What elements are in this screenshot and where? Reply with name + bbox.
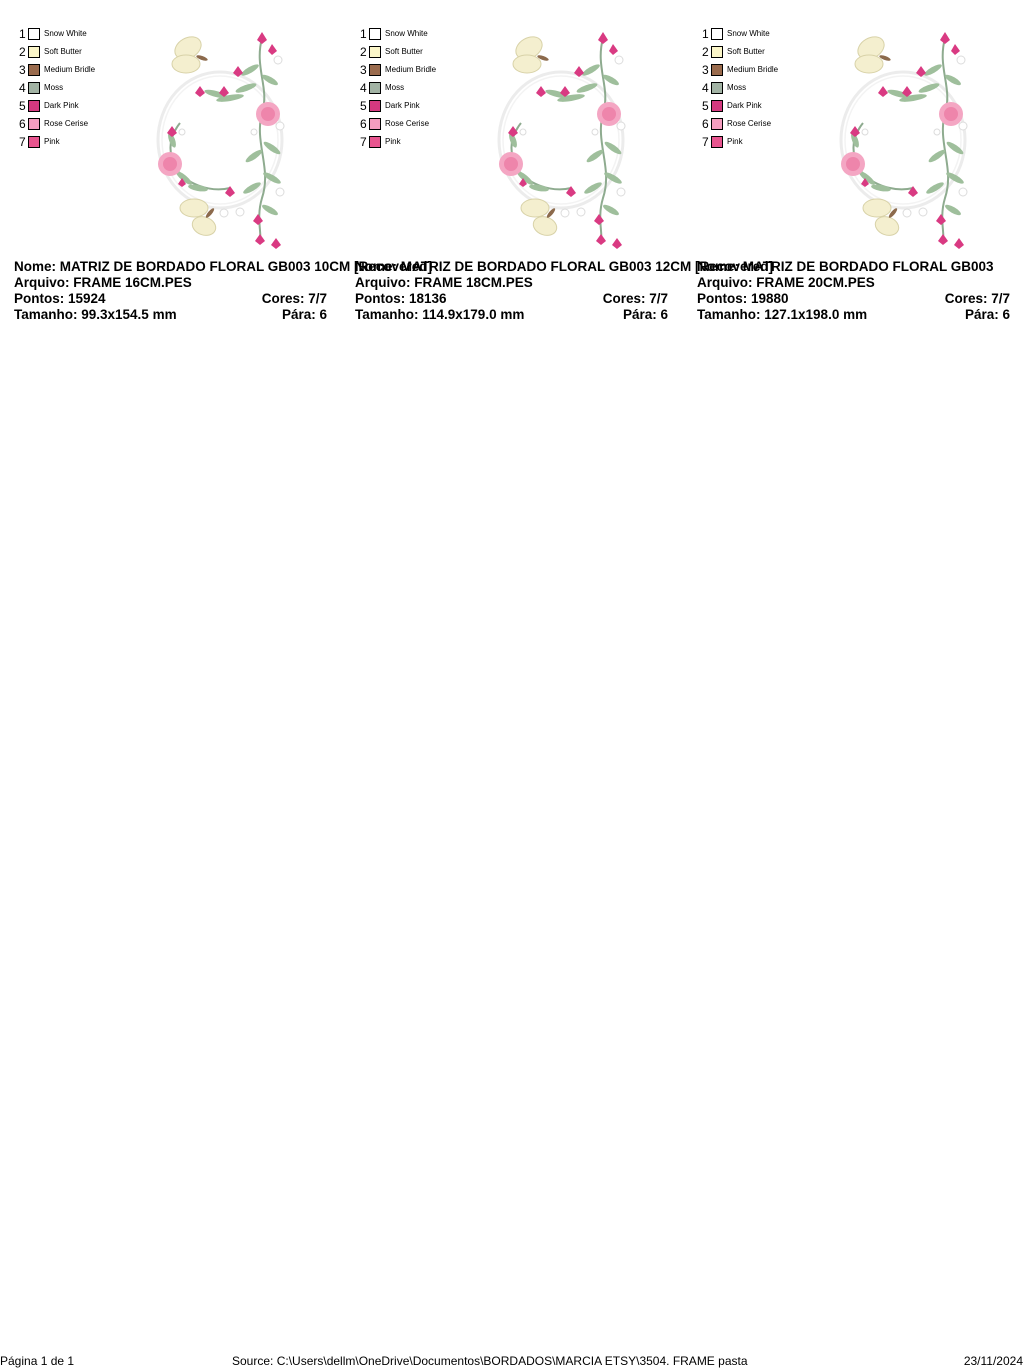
color-number: 7 xyxy=(19,135,26,149)
color-number: 2 xyxy=(360,45,367,59)
color-name: Snow White xyxy=(44,29,87,38)
color-number: 2 xyxy=(19,45,26,59)
color-name: Dark Pink xyxy=(727,101,762,110)
color-number: 5 xyxy=(360,99,367,113)
embroidery-design-image xyxy=(491,28,636,250)
color-name: Snow White xyxy=(385,29,428,38)
page-footer xyxy=(0,1354,1024,1370)
color-swatch xyxy=(711,82,723,94)
size-stops-row xyxy=(14,307,354,323)
source-path: Source: C:\Users\dellm\OneDrive\Documentos\BORDADOS\MARCIA ETSY\3504. FRAME pasta xyxy=(232,1354,748,1368)
color-number: 1 xyxy=(19,27,26,41)
color-name: Medium Bridle xyxy=(385,65,437,74)
design-info xyxy=(697,259,1024,323)
color-name: Pink xyxy=(727,137,743,146)
design-size: Tamanho: 99.3x154.5 mm xyxy=(14,307,177,322)
color-swatch xyxy=(711,136,723,148)
color-name: Dark Pink xyxy=(385,101,420,110)
color-number: 1 xyxy=(702,27,709,41)
stitch-count: Pontos: 19880 xyxy=(697,291,789,306)
design-size: Tamanho: 114.9x179.0 mm xyxy=(355,307,525,322)
design-panel xyxy=(683,0,1024,330)
color-number: 4 xyxy=(19,81,26,95)
color-number: 3 xyxy=(360,63,367,77)
color-count: Cores: 7/7 xyxy=(602,291,668,306)
design-name: Nome: MATRIZ DE BORDADO FLORAL GB003 xyxy=(697,259,994,274)
color-name: Rose Cerise xyxy=(727,119,772,128)
color-number: 6 xyxy=(702,117,709,131)
color-name: Rose Cerise xyxy=(44,119,89,128)
color-name: Soft Butter xyxy=(727,47,765,56)
color-swatch xyxy=(369,28,381,40)
color-number: 3 xyxy=(702,63,709,77)
stitch-count: Pontos: 18136 xyxy=(355,291,447,306)
color-swatch xyxy=(369,82,381,94)
color-name: Snow White xyxy=(727,29,770,38)
color-swatch xyxy=(711,46,723,58)
color-name: Dark Pink xyxy=(44,101,79,110)
color-number: 6 xyxy=(360,117,367,131)
stop-count: Pára: 6 xyxy=(622,307,668,322)
size-stops-row xyxy=(697,307,1024,323)
color-number: 5 xyxy=(19,99,26,113)
stitches-colors-row xyxy=(697,291,1024,307)
color-swatch xyxy=(28,64,40,76)
color-swatch xyxy=(28,46,40,58)
color-number: 5 xyxy=(702,99,709,113)
design-name: Nome: MATRIZ DE BORDADO FLORAL GB003 10CM [Recovered] xyxy=(14,259,433,274)
color-number: 7 xyxy=(360,135,367,149)
color-number: 3 xyxy=(19,63,26,77)
color-number: 4 xyxy=(702,81,709,95)
color-number: 7 xyxy=(702,135,709,149)
page-number: Página 1 de 1 xyxy=(0,1354,75,1368)
color-name: Moss xyxy=(385,83,405,92)
color-name: Soft Butter xyxy=(44,47,82,56)
color-swatch xyxy=(28,28,40,40)
color-name: Pink xyxy=(385,137,401,146)
stitch-count: Pontos: 15924 xyxy=(14,291,106,306)
color-name: Moss xyxy=(44,83,64,92)
color-swatch xyxy=(369,46,381,58)
color-swatch xyxy=(28,118,40,130)
embroidery-design-image xyxy=(150,28,295,250)
color-swatch xyxy=(369,100,381,112)
color-number: 4 xyxy=(360,81,367,95)
stop-count: Pára: 6 xyxy=(281,307,327,322)
color-count: Cores: 7/7 xyxy=(261,291,327,306)
embroidery-design-image xyxy=(833,28,978,250)
color-swatch xyxy=(711,118,723,130)
design-name: Nome: MATRIZ DE BORDADO FLORAL GB003 12CM [Recovered] xyxy=(355,259,774,274)
print-date: 23/11/2024 xyxy=(963,1354,1023,1368)
color-swatch xyxy=(369,136,381,148)
design-file: Arquivo: FRAME 20CM.PES xyxy=(697,275,875,290)
color-swatch xyxy=(28,100,40,112)
color-name: Soft Butter xyxy=(385,47,423,56)
color-name: Rose Cerise xyxy=(385,119,430,128)
stitches-colors-row xyxy=(355,291,695,307)
color-number: 6 xyxy=(19,117,26,131)
color-name: Medium Bridle xyxy=(44,65,96,74)
color-swatch xyxy=(711,64,723,76)
size-stops-row xyxy=(355,307,695,323)
color-number: 2 xyxy=(702,45,709,59)
stitches-colors-row xyxy=(14,291,354,307)
color-name: Medium Bridle xyxy=(727,65,779,74)
color-swatch xyxy=(711,100,723,112)
color-name: Moss xyxy=(727,83,747,92)
color-number: 1 xyxy=(360,27,367,41)
color-swatch xyxy=(28,82,40,94)
color-name: Pink xyxy=(44,137,60,146)
stop-count: Pára: 6 xyxy=(964,307,1010,322)
color-swatch xyxy=(369,118,381,130)
color-swatch xyxy=(369,64,381,76)
design-file: Arquivo: FRAME 18CM.PES xyxy=(355,275,533,290)
design-size: Tamanho: 127.1x198.0 mm xyxy=(697,307,868,322)
color-count: Cores: 7/7 xyxy=(944,291,1010,306)
design-file: Arquivo: FRAME 16CM.PES xyxy=(14,275,192,290)
color-swatch xyxy=(711,28,723,40)
color-swatch xyxy=(28,136,40,148)
